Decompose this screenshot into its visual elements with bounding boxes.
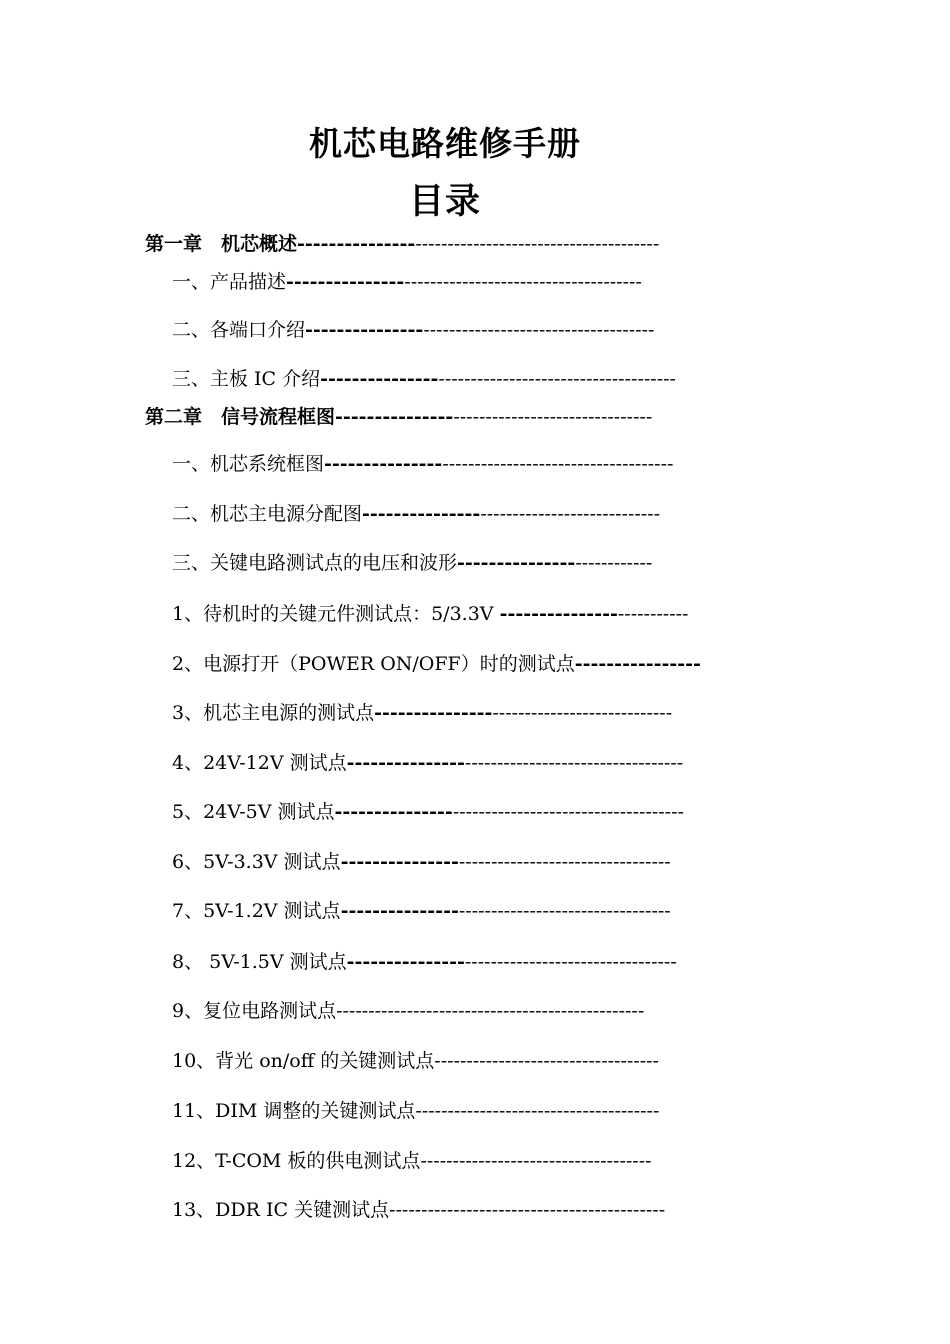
toc-entry <box>172 1099 659 1123</box>
toc-entry <box>172 652 701 676</box>
section-title: 9、复位电路测试点 <box>172 1000 337 1022</box>
leader-dashes: ------------------------------------ <box>452 801 684 823</box>
section-title: 三、主板 IC 介绍 <box>172 368 321 390</box>
section-title: 6、5V-3.3V 测试点 <box>172 851 341 873</box>
leader-dashes-bold: --------------- <box>374 702 493 724</box>
section-title: 2、电源打开（POWER ON/OFF）时的测试点 <box>172 653 575 675</box>
toc-entry <box>145 405 652 429</box>
leader-dashes-bold: --------------- <box>297 233 416 255</box>
section-title: 1、待机时的关键元件测试点：5/3.3V <box>172 603 500 625</box>
section-title: 二、各端口介绍 <box>172 319 306 341</box>
leader-dashes: ------------------------------------- <box>438 368 676 390</box>
leader-dashes-bold: --------------- <box>346 752 465 774</box>
leader-dashes: ----------------------------------- <box>434 1050 659 1072</box>
chapter-title: 第二章 信号流程框图 <box>145 406 336 428</box>
leader-dashes-bold: --------------- <box>324 453 443 475</box>
section-title: 5、24V-5V 测试点 <box>172 801 335 823</box>
leader-dashes: ------------------------------------------- <box>389 1199 666 1221</box>
leader-dashes: ----------- <box>617 603 689 625</box>
section-title: 一、机芯系统框图 <box>172 453 325 475</box>
leader-dashes: ------------------------------- <box>453 406 653 428</box>
leader-dashes: ------------------------------------ <box>423 319 655 341</box>
leader-dashes: ---------------------------------- <box>464 752 684 774</box>
section-title: 三、关键电路测试点的电压和波形 <box>172 552 458 574</box>
section-title: 10、背光 on/off 的关键测试点 <box>172 1050 435 1072</box>
section-title: 一、产品描述 <box>172 271 287 293</box>
leader-dashes: ---------------------------- <box>492 702 673 724</box>
leader-dashes: --------------------------------- <box>464 951 677 973</box>
toc-entry <box>172 270 642 294</box>
leader-dashes-bold: --------------- <box>346 951 465 973</box>
section-title: 7、5V-1.2V 测试点 <box>172 900 341 922</box>
toc-entry <box>172 367 676 391</box>
chapter-title: 第一章 机芯概述 <box>145 233 298 255</box>
toc-entry <box>172 800 684 824</box>
section-title: 13、DDR IC 关键测试点 <box>172 1199 390 1221</box>
leader-dashes-bold: --------------- <box>362 503 481 525</box>
leader-dashes-bold: --------------- <box>340 900 459 922</box>
toc-heading: 目录 <box>408 182 481 222</box>
section-title: 二、机芯主电源分配图 <box>172 503 363 525</box>
section-title: 11、DIM 调整的关键测试点 <box>172 1100 416 1122</box>
toc-entry <box>172 899 671 923</box>
toc-entry <box>172 318 654 342</box>
leader-dashes: --------------------------------- <box>458 851 671 873</box>
leader-dashes-bold: --------------- <box>340 851 459 873</box>
leader-dashes: -------------------------------------- <box>415 1100 660 1122</box>
leader-dashes: ------------------------------------ <box>442 453 674 475</box>
toc-entry <box>172 701 672 725</box>
toc-entry <box>172 751 683 775</box>
section-title: 4、24V-12V 测试点 <box>172 752 347 774</box>
toc-entry <box>172 999 644 1023</box>
leader-dashes-bold: --------------- <box>334 801 453 823</box>
toc-entry <box>172 452 673 476</box>
toc-entry <box>172 1049 659 1073</box>
leader-dashes: ------------------------------------------------ <box>336 1000 645 1022</box>
document-title: 机芯电路维修手册 <box>309 124 581 163</box>
leader-dashes: -------------------------------------- <box>415 233 660 255</box>
toc-entry <box>145 232 659 256</box>
leader-dashes-bold: --------------- <box>305 319 424 341</box>
leader-dashes: ------------------------------------ <box>420 1150 652 1172</box>
toc-entry <box>172 502 660 526</box>
leader-dashes: ---------------------------- <box>480 503 661 525</box>
toc-entry <box>172 1149 652 1173</box>
toc-entry <box>172 1198 665 1222</box>
leader-dashes: ------------ <box>575 552 653 574</box>
leader-dashes-bold: --------------- <box>320 368 439 390</box>
leader-dashes-bold: --------------- <box>286 271 405 293</box>
toc-entry <box>172 850 671 874</box>
section-title: 12、T-COM 板的供电测试点 <box>172 1150 421 1172</box>
leader-dashes: --------------------------------- <box>458 900 671 922</box>
section-title: 8、 5V-1.5V 测试点 <box>172 951 347 973</box>
section-title: 3、机芯主电源的测试点 <box>172 702 375 724</box>
toc-entry <box>172 551 652 575</box>
toc-entry <box>172 950 677 974</box>
toc-entry <box>172 602 688 626</box>
leader-dashes-bold: --------------- <box>335 406 454 428</box>
leader-dashes-bold: --------------- <box>457 552 576 574</box>
leader-dashes: ------------------------------------- <box>404 271 642 293</box>
leader-dashes-bold: ---------------- <box>574 653 701 675</box>
leader-dashes-bold: --------------- <box>499 603 618 625</box>
